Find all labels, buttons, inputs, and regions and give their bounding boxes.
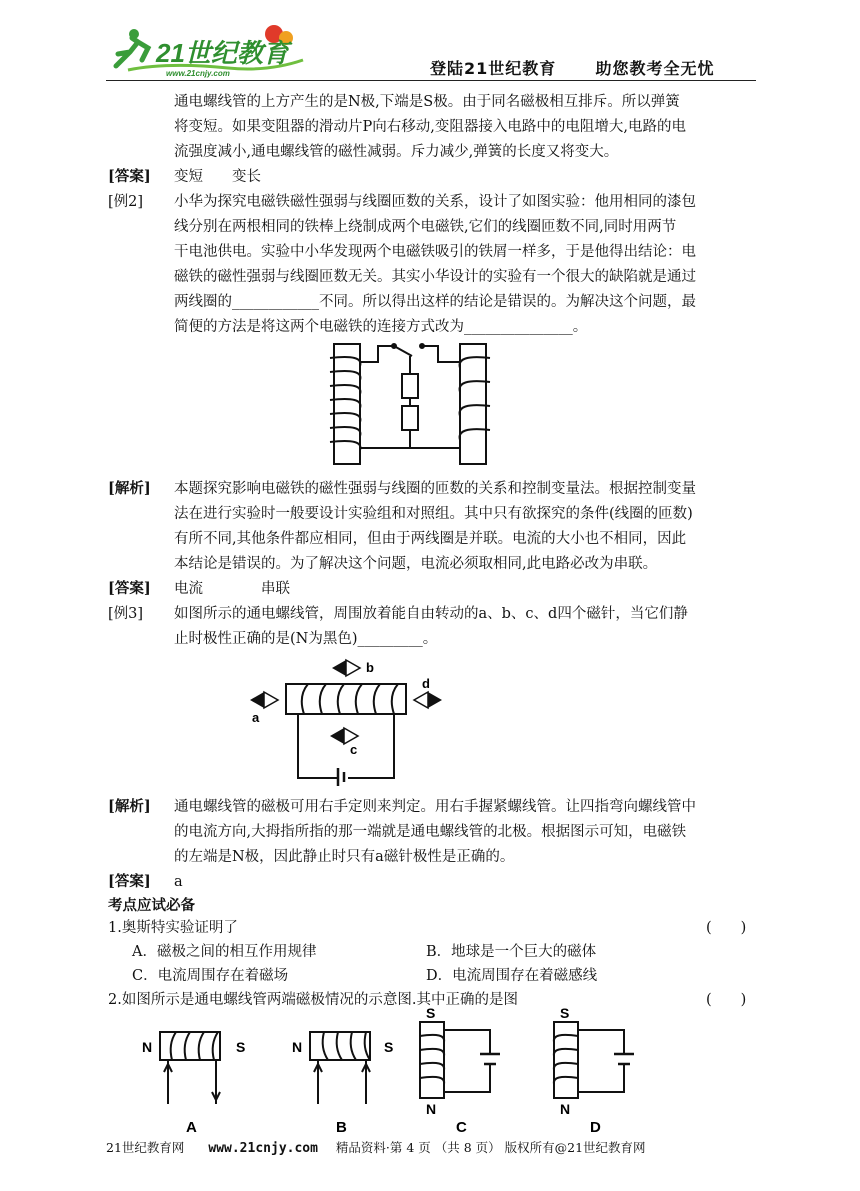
compass-label-d: d: [422, 676, 430, 691]
answer-label-1: [答案]: [108, 168, 151, 185]
header-slogan: 助您教考全无忧: [595, 59, 715, 78]
answer-label-3: [答案]: [108, 873, 151, 890]
q2-a-pole-n: N: [142, 1039, 153, 1055]
q1-option-b: B．地球是一个巨大的磁体: [426, 944, 597, 960]
q2-b-pole-s: S: [384, 1039, 394, 1055]
intro-line-2: 将变短。如果变阻器的滑动片P向右移动,变阻器接入电路中的电阻增大,电路的电: [174, 119, 686, 135]
answer-text-2: 电流 串联: [174, 581, 290, 597]
q2-label-d: D: [590, 1119, 601, 1132]
answer-text-1: 变短 变长: [174, 169, 261, 185]
intro-line-3: 流强度减小,通电螺线管的磁性减弱。斥力减少,弹簧的长度又将变大。: [174, 144, 619, 160]
answer-label-2: [答案]: [108, 580, 151, 597]
example3-analysis-2: 的电流方向,大拇指所指的那一端就是通电螺线管的北极。根据图示可知，电磁铁: [174, 824, 687, 840]
q2-d-pole-s: S: [560, 1008, 570, 1021]
example3-analysis-label: [解析]: [108, 798, 151, 815]
example2-analysis-4: 本结论是错误的。为了解决这个问题，电流必须取相同,此电路必改为串联。: [174, 556, 658, 572]
compass-label-c: c: [350, 742, 358, 757]
example2-line-3: 干电池供电。实验中小华发现两个电磁铁吸引的铁屑一样多，于是他得出结论：电: [174, 244, 696, 260]
example3-analysis-3: 的左端是N极，因此静止时只有a磁针极性是正确的。: [174, 849, 515, 865]
answer-text-3: a: [174, 874, 183, 890]
intro-line-1: 通电螺线管的上方产生的是N极,下端是S极。由于同名磁极相互排斥。所以弹簧: [174, 94, 680, 110]
footer-site: 21世纪教育网: [106, 1140, 185, 1155]
q2-b-pole-n: N: [292, 1039, 303, 1055]
q2-bracket: ( ): [706, 992, 747, 1008]
electromagnet-figure: [326, 336, 494, 472]
q2-label-b: B: [336, 1119, 347, 1132]
footer-info: 精品资料·第 4 页 （共 8 页） 版权所有@21世纪教育网: [335, 1140, 646, 1155]
logo-url: www.21cnjy.com: [166, 69, 230, 78]
footer-url[interactable]: www.21cnjy.com: [208, 1141, 318, 1156]
q1-option-d: D．电流周围存在着磁感线: [426, 968, 598, 984]
q1-stem: 1.奥斯特实验证明了: [108, 920, 238, 936]
example3-line-2: 止时极性正确的是(N为黑色)_________。: [174, 631, 438, 647]
q2-label-c: C: [456, 1119, 467, 1132]
example2-line-6: 简便的方法是将这两个电磁铁的连接方式改为_______________。: [174, 319, 588, 335]
q2-d-pole-n: N: [560, 1101, 571, 1117]
example2-line-5: 两线圈的____________不同。所以得出这样的结论是错误的。为解决这个问题，最: [174, 294, 696, 310]
example3-line-1: 如图所示的通电螺线管，周围放着能自由转动的a、b、c、d四个磁针，当它们静: [174, 606, 688, 622]
example3-label: [例3]: [108, 606, 144, 622]
header-rule: [106, 80, 756, 81]
q2-c-pole-n: N: [426, 1101, 437, 1117]
q1-option-a: A．磁极之间的相互作用规律: [132, 944, 317, 960]
section-title: 考点应试必备: [108, 897, 195, 914]
example2-line-1: 小华为探究电磁铁磁性强弱与线圈匝数的关系，设计了如图实验：他用相同的漆包: [174, 194, 696, 210]
example2-line-2: 线分别在两根相同的铁棒上绕制成两个电磁铁,它们的线圈匝数不同,同时用两节: [174, 219, 677, 235]
site-logo: [108, 14, 308, 80]
header-title-text: 登陆21世纪教育: [430, 59, 557, 78]
example3-analysis-1: 通电螺线管的磁极可用右手定则来判定。用右手握紧螺线管。让四指弯向螺线管中: [174, 799, 696, 815]
q2-stem: 2.如图所示是通电螺线管两端磁极情况的示意图.其中正确的是图: [108, 992, 518, 1008]
q2-figures: [130, 1008, 650, 1132]
example2-label: [例2]: [108, 194, 144, 210]
logo-text: 21世纪教育: [156, 38, 289, 68]
example2-analysis-2: 法在进行实验时一般要设计实验组和对照组。其中只有欲探究的条件(线圈的匝数): [174, 506, 693, 522]
q2-label-a: A: [186, 1119, 197, 1132]
q2-a-pole-s: S: [236, 1039, 246, 1055]
q1-option-c: C．电流周围存在着磁场: [132, 968, 289, 984]
example2-analysis-label: [解析]: [108, 480, 151, 497]
solenoid-compass-figure: [246, 656, 446, 788]
compass-label-b: b: [366, 660, 374, 675]
page-footer: [106, 1140, 756, 1157]
example2-line-4: 磁铁的磁性强弱与线圈匝数无关。其实小华设计的实验有一个很大的缺陷就是通过: [174, 269, 696, 285]
header-title: [430, 56, 714, 79]
compass-label-a: a: [252, 710, 260, 725]
q2-c-pole-s: S: [426, 1008, 436, 1021]
logo-graphic: [108, 14, 308, 80]
example2-analysis-3: 有所不同,其他条件都应相同，但由于两线圈是并联。电流的大小也不相同，因此: [174, 531, 687, 547]
q1-bracket: ( ): [706, 920, 747, 936]
example2-analysis-1: 本题探究影响电磁铁的磁性强弱与线圈的匝数的关系和控制变量法。根据控制变量: [174, 481, 696, 497]
